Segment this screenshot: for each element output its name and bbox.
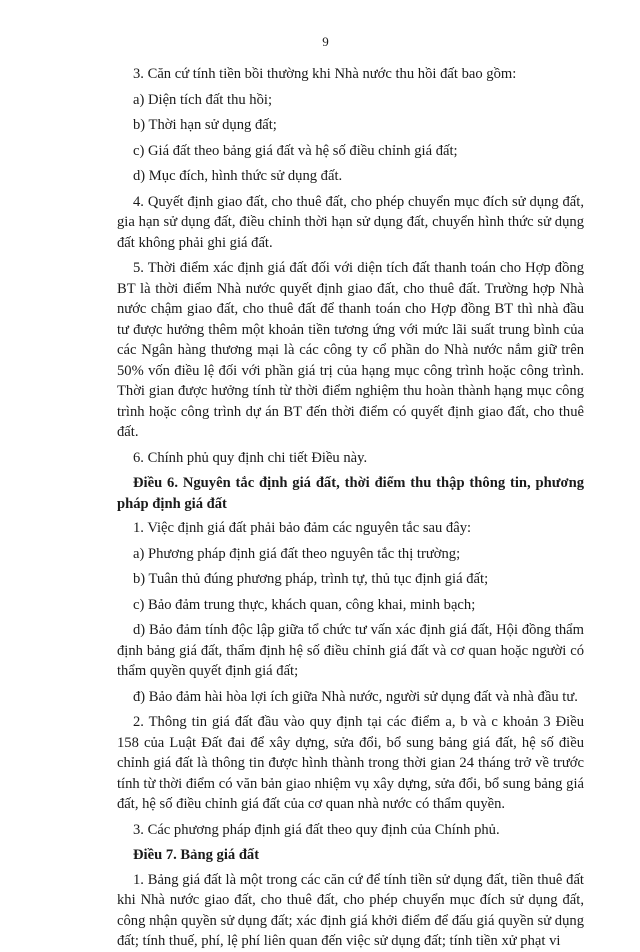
list-item: đ) Bảo đảm hài hòa lợi ích giữa Nhà nước, người sử dụng đất và nhà đầu tư. [133,688,578,705]
list-item: c) Giá đất theo bảng giá đất và hệ số điều chỉnh giá đất; [133,142,458,159]
page-number: 9 [322,34,329,49]
paragraph: 4. Quyết định giao đất, cho thuê đất, cho phép chuyển mục đích sử dụng đất, gia hạn sử dụng đất, điều chỉnh thời hạn sử dụng đất, chuyển hình thức sử dụng đất không phải ghi giá đất. [117,193,584,251]
paragraph: 1. Bảng giá đất là một trong các căn cứ để tính tiền sử dụng đất, tiền thuê đất khi Nhà nước giao đất, cho thuê đất, cho phép chuyển mục đích sử dụng đất, công nhận quyền sử dụng đất; xác định giá khởi điểm để đấu giá quyền sử dụng đất; tính thuế, phí, lệ phí liên quan đến việc sử dụng đất; tính tiền xử phạt vi [117,871,584,949]
list-item: c) Bảo đảm trung thực, khách quan, công khai, minh bạch; [133,596,476,613]
paragraph: 5. Thời điểm xác định giá đất đối với diện tích đất thanh toán cho Hợp đồng BT là thời điểm Nhà nước quyết định giao đất, cho thuê đất. Trường hợp Nhà nước chậm giao đất, cho thuê đất để thanh toán cho Hợp đồng BT thì nhà đầu tư được hưởng thêm một khoản tiền tương ứng với mức lãi suất trung bình của các Ngân hàng thương mại là các công ty cổ phần do Nhà nước nắm giữ trên 50% vốn điều lệ đối với phần giá trị của hạng mục công trình hoặc công trình. Thời gian được hưởng tính từ thời điểm nghiệm thu hoàn thành hạng mục công trình hoặc công trình dự án BT đến thời điểm có quyết định giao đất, cho thuê đất. [117,260,584,440]
list-item: a) Phương pháp định giá đất theo nguyên tắc thị trường; [133,545,461,562]
paragraph: 2. Thông tin giá đất đầu vào quy định tại các điểm a, b và c khoản 3 Điều 158 của Luật Đất đai để xây dựng, sửa đổi, bổ sung bảng giá đất, hệ số điều chỉnh giá đất là thông tin được hình thành trong thời gian 24 tháng trở về trước tính từ thời điểm có văn bản giao nhiệm vụ xây dựng, sửa đổi, bổ sung bảng giá đất, hệ số điều chỉnh giá đất của cơ quan nhà nước có thẩm quyền. [117,714,584,812]
article-heading: Điều 7. Bảng giá đất [133,847,260,863]
list-item: b) Thời hạn sử dụng đất; [133,117,277,133]
paragraph: 1. Việc định giá đất phải bảo đảm các nguyên tắc sau đây: [133,520,472,536]
paragraph: 3. Căn cứ tính tiền bồi thường khi Nhà nước thu hồi đất bao gồm: [133,66,517,82]
paragraph: 6. Chính phủ quy định chi tiết Điều này. [133,449,368,466]
paragraph: 3. Các phương pháp định giá đất theo quy định của Chính phủ. [133,821,500,838]
paragraph: d) Bảo đảm tính độc lập giữa tổ chức tư vấn xác định giá đất, Hội đồng thẩm định bảng giá đất, thẩm định hệ số điều chỉnh giá đất và cơ quan hoặc người có thẩm quyền quyết định giá đất; [117,622,584,679]
list-item: a) Diện tích đất thu hồi; [133,91,273,108]
list-item: b) Tuân thủ đúng phương pháp, trình tự, thủ tục định giá đất; [133,571,489,587]
document-body [117,64,584,952]
article-heading: Điều 6. Nguyên tắc định giá đất, thời điểm thu thập thông tin, phương pháp định giá đất [117,475,584,512]
list-item: d) Mục đích, hình thức sử dụng đất. [133,168,343,184]
